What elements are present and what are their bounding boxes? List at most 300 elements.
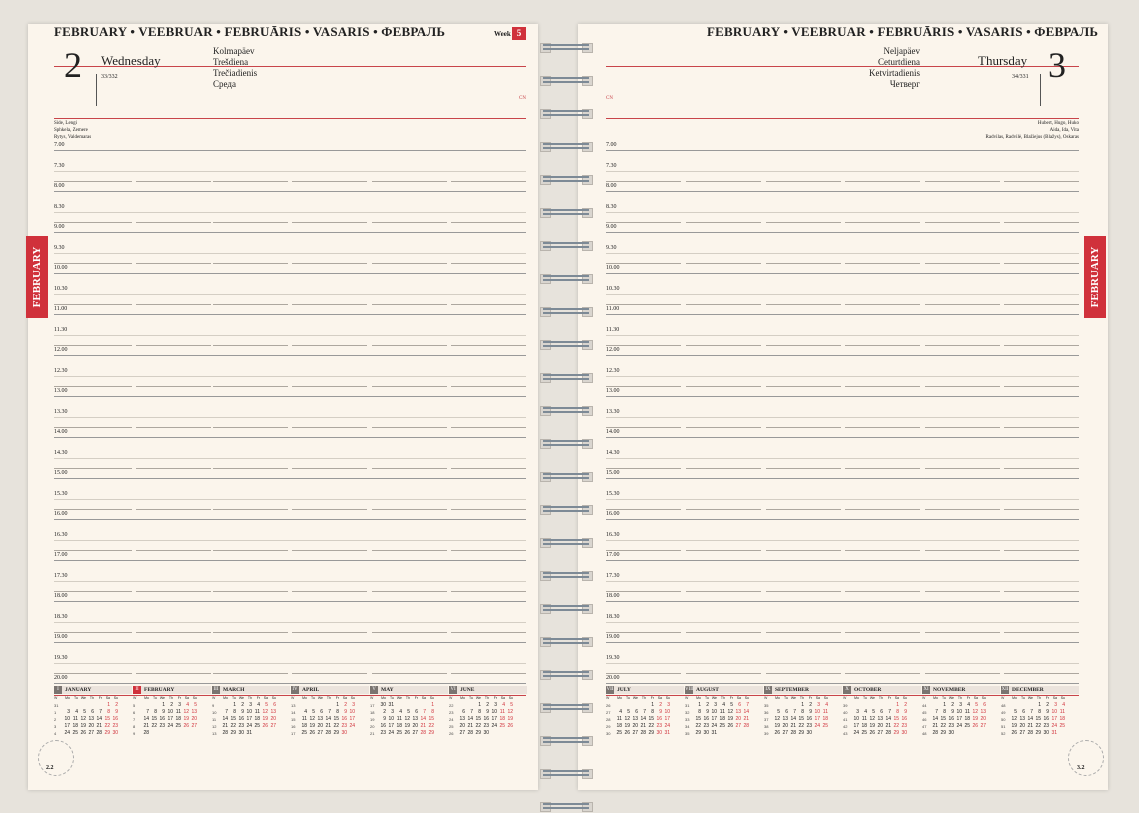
day-cell: 3 — [714, 702, 717, 708]
right-column-segment — [606, 550, 681, 551]
right-hour-label: 16.30 — [606, 531, 620, 538]
ring-wire — [543, 609, 589, 611]
week-number-cell: 8 — [133, 724, 136, 729]
week-number-cell: 50 — [1001, 717, 1006, 722]
ring-wire — [543, 477, 589, 479]
binding-ring — [540, 106, 592, 120]
day-cell: 6 — [785, 709, 788, 715]
weekday-header: Su — [823, 696, 828, 700]
day-cell: 14 — [467, 716, 473, 722]
ring-wire — [543, 675, 589, 677]
mini-calendar-month-number: XII — [1001, 687, 1009, 692]
day-cell: 24 — [246, 723, 252, 729]
week-number-cell: 11 — [212, 717, 217, 722]
day-cell — [149, 730, 157, 737]
ring-wire — [543, 671, 589, 673]
day-cell: 26 — [972, 723, 978, 729]
left-hour-line — [54, 314, 526, 315]
weekday-header: Th — [326, 696, 331, 700]
day-cell: 3 — [1054, 702, 1057, 708]
week-number-cell: 44 — [922, 703, 927, 708]
day-cell: 23 — [238, 723, 244, 729]
day-cell — [1017, 702, 1025, 709]
weekday-header: We — [869, 696, 875, 700]
left-column-segment — [54, 550, 132, 551]
ring-wire — [543, 770, 589, 772]
right-column-segment — [686, 427, 761, 428]
left-hour-label: 14.30 — [54, 449, 68, 456]
weekday-header: Mo — [65, 696, 70, 700]
day-cell: 7 — [225, 709, 228, 715]
weekday-header: W — [606, 696, 610, 700]
day-cell: 8 — [1038, 709, 1041, 715]
weekday-header: Fr — [966, 696, 970, 700]
left-day-name: Wednesday — [101, 53, 161, 68]
mini-calendar-week-row — [1001, 723, 1065, 730]
day-cell: 4 — [825, 702, 828, 708]
day-cell: 6 — [415, 709, 418, 715]
mini-calendar-week-row — [843, 709, 907, 716]
right-month-header: FEBRUARY • VEEBRUAR • FEBRUĀRIS • VASARIS • ФЕВРАЛЬ — [707, 24, 1099, 39]
mini-calendar-weekday-row — [54, 695, 118, 702]
right-column-segment — [686, 304, 761, 305]
ring-wire — [543, 147, 589, 149]
right-hour-label: 19.30 — [606, 654, 620, 661]
right-hour-label: 15.00 — [606, 470, 620, 476]
mini-calendar-week-row — [133, 709, 197, 716]
left-column-segment — [372, 673, 447, 674]
week-number-cell: 1 — [54, 710, 57, 715]
ring-wire — [543, 774, 589, 776]
mini-calendar-week-row — [606, 723, 670, 730]
day-cell: 7 — [328, 709, 331, 715]
left-hour-label: 9.00 — [54, 224, 65, 230]
day-cell: 14 — [222, 716, 228, 722]
day-cell: 24 — [711, 723, 717, 729]
left-column-segment — [136, 468, 211, 469]
weekday-header: Mo — [302, 696, 307, 700]
day-cell: 26 — [262, 723, 268, 729]
left-hour-label: 7.00 — [54, 142, 65, 148]
day-cell: 30 — [341, 730, 347, 736]
day-cell: 24 — [167, 723, 173, 729]
left-lang-3: Среда — [213, 79, 236, 89]
day-cell: 15 — [151, 716, 157, 722]
day-cell: 4 — [304, 709, 307, 715]
day-cell — [725, 730, 733, 737]
day-cell: 11 — [72, 716, 78, 722]
week-number-cell: 31 — [54, 703, 59, 708]
left-hour-line — [54, 335, 526, 336]
week-number-cell: 19 — [370, 717, 375, 722]
left-column-segment — [54, 304, 132, 305]
weekday-header: Tu — [153, 696, 157, 700]
right-column-segment — [686, 550, 761, 551]
left-column-segment — [292, 468, 367, 469]
binding-ring — [540, 799, 592, 813]
right-column-segment — [766, 468, 841, 469]
day-cell: 19 — [624, 723, 630, 729]
week-number-cell: 21 — [370, 731, 375, 736]
day-cell: 17 — [246, 716, 252, 722]
ring-wire — [543, 77, 589, 79]
day-cell: 3 — [178, 702, 181, 708]
right-hour-line — [606, 294, 1079, 295]
day-cell: 28 — [1027, 730, 1033, 736]
day-cell: 3 — [249, 702, 252, 708]
day-cell: 20 — [782, 723, 788, 729]
left-hour-label: 7.30 — [54, 162, 65, 169]
weekday-header: W — [370, 696, 374, 700]
day-cell: 13 — [270, 709, 276, 715]
mini-calendar-april — [291, 686, 369, 746]
left-column-segment — [213, 632, 288, 633]
left-hour-label: 10.30 — [54, 285, 68, 292]
right-hour-label: 20.00 — [606, 675, 620, 681]
day-cell: 16 — [1043, 716, 1049, 722]
mini-calendar-week-row — [212, 723, 276, 730]
day-cell: 23 — [703, 723, 709, 729]
right-hour-label: 8.30 — [606, 203, 617, 210]
left-column-segment — [213, 427, 288, 428]
day-cell: 28 — [96, 730, 102, 736]
day-cell: 13 — [317, 716, 323, 722]
weekday-header: Su — [350, 696, 355, 700]
day-cell: 5 — [265, 702, 268, 708]
day-cell: 21 — [885, 723, 891, 729]
day-cell: 14 — [743, 709, 749, 715]
mini-calendar-header — [764, 686, 842, 694]
day-cell: 10 — [349, 709, 355, 715]
day-cell — [489, 730, 497, 737]
day-cell: 11 — [964, 709, 970, 715]
mini-calendar-month-number: XI — [923, 687, 929, 692]
day-cell: 9 — [344, 709, 347, 715]
day-cell: 10 — [814, 709, 820, 715]
left-hour-label: 8.30 — [54, 203, 65, 210]
right-column-segment — [1004, 222, 1079, 223]
left-column-segment — [54, 181, 132, 182]
right-hour-line — [606, 622, 1079, 623]
ring-wire — [543, 741, 589, 743]
day-cell: 15 — [1035, 716, 1041, 722]
binding-ring — [540, 667, 592, 681]
day-cell — [141, 702, 149, 709]
mini-calendar-week-row — [370, 702, 434, 709]
day-cell: 2 — [659, 702, 662, 708]
day-cell: 28 — [222, 730, 228, 736]
day-cell: 13 — [412, 716, 418, 722]
day-cell: 6 — [983, 702, 986, 708]
right-column-segment — [766, 673, 841, 674]
day-cell: 16 — [948, 716, 954, 722]
mini-calendar-week-row — [1001, 702, 1065, 709]
mini-calendar-month-number: III — [213, 687, 219, 692]
weekday-header: Su — [271, 696, 276, 700]
day-cell: 11 — [396, 716, 402, 722]
week-number-cell: 22 — [449, 703, 454, 708]
day-cell — [1009, 702, 1017, 709]
right-column-segment — [845, 427, 920, 428]
left-column-segment — [213, 550, 288, 551]
right-day-languages — [840, 46, 920, 90]
left-column-segment — [54, 591, 132, 592]
mini-calendar-week-row — [843, 730, 907, 737]
week-number-cell: 26 — [606, 703, 611, 708]
day-cell: 9 — [809, 709, 812, 715]
day-cell: 15 — [798, 716, 804, 722]
mini-calendar-header — [291, 686, 369, 694]
day-cell: 8 — [107, 709, 110, 715]
right-month-tab[interactable] — [1084, 236, 1106, 318]
week-number-cell: 6 — [133, 710, 136, 715]
day-cell: 28 — [640, 730, 646, 736]
weekday-header: Sa — [657, 696, 662, 700]
binding-ring — [540, 700, 592, 714]
weekday-header: Sa — [1052, 696, 1057, 700]
mini-calendar-week-row — [449, 702, 513, 709]
right-hour-line — [606, 396, 1079, 397]
mini-calendar-week-row — [291, 730, 355, 737]
day-cell: 30 — [238, 730, 244, 736]
right-column-segment — [766, 427, 841, 428]
day-cell: 18 — [254, 716, 260, 722]
day-cell: 7 — [1030, 709, 1033, 715]
binding-ring — [540, 733, 592, 747]
day-cell: 20 — [459, 723, 465, 729]
day-cell: 19 — [774, 723, 780, 729]
right-name-day-2: Radvilas, Radvilė, Blažiejus (Blažys), Oskaras — [985, 135, 1079, 140]
day-cell: 19 — [404, 723, 410, 729]
weekday-header: Th — [1036, 696, 1041, 700]
left-hour-line — [54, 273, 526, 274]
day-cell: 22 — [1035, 723, 1041, 729]
left-column-segment — [372, 345, 447, 346]
day-cell: 25 — [254, 723, 260, 729]
mini-calendar-month-name: OCTOBER — [854, 687, 882, 693]
mini-calendar-weekday-row — [370, 695, 434, 702]
right-column-segment — [766, 181, 841, 182]
right-column-segment — [925, 632, 1000, 633]
binding-ring — [540, 337, 592, 351]
weekday-header: Su — [192, 696, 197, 700]
right-column-segment — [686, 509, 761, 510]
right-column-segment — [686, 345, 761, 346]
day-cell: 30 — [806, 730, 812, 736]
day-cell: 23 — [656, 723, 662, 729]
left-column-segment — [54, 632, 132, 633]
day-cell: 27 — [1019, 730, 1025, 736]
right-hour-label: 17.00 — [606, 552, 620, 558]
right-column-segment — [686, 591, 761, 592]
left-hour-label: 17.00 — [54, 552, 68, 558]
weekday-header: Su — [1060, 696, 1065, 700]
day-cell: 23 — [901, 723, 907, 729]
left-column-segment — [136, 304, 211, 305]
day-cell: 14 — [885, 716, 891, 722]
day-cell: 19 — [507, 716, 513, 722]
ring-wire — [543, 572, 589, 574]
day-cell: 10 — [388, 716, 394, 722]
right-column-segment — [845, 304, 920, 305]
day-cell: 3 — [856, 709, 859, 715]
right-column-segment — [925, 550, 1000, 551]
mini-calendar-week-row — [449, 723, 513, 730]
weekday-header: Mo — [854, 696, 859, 700]
mini-calendar-grid — [1001, 695, 1065, 737]
day-cell: 21 — [325, 723, 331, 729]
day-cell: 20 — [632, 723, 638, 729]
week-number-cell: 40 — [843, 710, 848, 715]
day-cell: 16 — [238, 716, 244, 722]
day-cell — [465, 702, 473, 709]
weekday-header: W — [843, 696, 847, 700]
right-hour-line — [606, 150, 1079, 151]
day-cell: 1 — [162, 702, 165, 708]
day-cell: 6 — [880, 709, 883, 715]
day-cell: 21 — [790, 723, 796, 729]
mini-calendar-week-row — [922, 723, 986, 730]
day-cell: 8 — [896, 709, 899, 715]
weekday-header: Su — [902, 696, 907, 700]
day-cell: 13 — [782, 716, 788, 722]
right-column-segment — [766, 550, 841, 551]
left-column-segment — [292, 263, 367, 264]
day-cell: 25 — [861, 730, 867, 736]
left-column-segment — [372, 304, 447, 305]
right-column-segment — [845, 632, 920, 633]
left-hour-label: 17.30 — [54, 572, 68, 579]
left-column-segment — [451, 591, 526, 592]
right-hour-label: 18.30 — [606, 613, 620, 620]
left-hour-label: 11.00 — [54, 306, 68, 312]
left-hour-label: 13.00 — [54, 388, 68, 394]
left-day-number: 2 — [64, 45, 82, 85]
right-name-days — [930, 120, 1079, 141]
mini-calendar-grid — [685, 695, 749, 737]
right-column-segment — [606, 427, 681, 428]
left-column-segment — [372, 263, 447, 264]
weekday-header: We — [632, 696, 638, 700]
mini-calendar-week-row — [54, 702, 118, 709]
day-cell: 26 — [309, 730, 315, 736]
right-hour-line — [606, 232, 1079, 233]
day-cell: 4 — [722, 702, 725, 708]
day-cell: 5 — [510, 702, 513, 708]
day-cell: 22 — [475, 723, 481, 729]
day-cell: 3 — [667, 702, 670, 708]
day-cell — [733, 730, 741, 737]
day-cell — [220, 702, 228, 709]
ring-wire — [543, 543, 589, 545]
day-cell: 20 — [191, 716, 197, 722]
left-month-tab[interactable] — [26, 236, 48, 318]
day-cell — [1057, 730, 1065, 737]
day-cell: 29 — [648, 730, 654, 736]
binding-ring — [540, 436, 592, 450]
weekday-header: Tu — [232, 696, 236, 700]
right-hour-label: 13.30 — [606, 408, 620, 415]
day-cell: 12 — [309, 716, 315, 722]
weekday-header: Fr — [98, 696, 102, 700]
mini-calendar-month-name: MARCH — [223, 687, 245, 693]
right-column-segment — [1004, 386, 1079, 387]
left-hour-line — [54, 683, 526, 684]
right-column-segment — [1004, 591, 1079, 592]
day-cell: 4 — [864, 709, 867, 715]
mini-calendar-grid — [133, 695, 197, 737]
day-cell: 16 — [656, 716, 662, 722]
day-cell: 24 — [814, 723, 820, 729]
week-number-cell: 13 — [291, 703, 296, 708]
right-column-segment — [606, 222, 681, 223]
right-hour-label: 16.00 — [606, 511, 620, 517]
day-cell: 1 — [431, 702, 434, 708]
day-cell: 19 — [80, 723, 86, 729]
left-column-segment — [136, 181, 211, 182]
mini-calendar-header — [685, 686, 763, 694]
day-cell: 5 — [627, 709, 630, 715]
week-number-cell: 42 — [843, 724, 848, 729]
day-cell: 2 — [170, 702, 173, 708]
day-cell: 10 — [956, 709, 962, 715]
day-cell: 19 — [1011, 723, 1017, 729]
day-cell — [883, 702, 891, 709]
mini-calendar-month-number: II — [133, 686, 141, 694]
right-column-segment — [925, 509, 1000, 510]
right-column-segment — [686, 673, 761, 674]
day-cell: 3 — [67, 709, 70, 715]
mini-calendar-month-number: IV — [292, 687, 298, 692]
day-cell — [875, 702, 883, 709]
right-lang-3: Четверг — [889, 79, 920, 89]
day-cell: 26 — [80, 730, 86, 736]
right-column-segment — [925, 304, 1000, 305]
right-column-segment — [845, 591, 920, 592]
day-cell: 4 — [399, 709, 402, 715]
left-column-segment — [136, 632, 211, 633]
mini-calendar-month-number: VII — [606, 687, 614, 692]
left-lang-2: Trečiadienis — [213, 68, 258, 78]
day-cell: 14 — [420, 716, 426, 722]
ring-wire — [543, 242, 589, 244]
week-label: Week — [494, 30, 511, 38]
day-cell: 18 — [499, 716, 505, 722]
day-cell: 26 — [507, 723, 513, 729]
right-column-segment — [845, 222, 920, 223]
mini-calendar-week-row — [54, 730, 118, 737]
ring-wire — [543, 180, 589, 182]
ring-wire — [543, 209, 589, 211]
mini-calendar-month-name: FEBRUARY — [144, 687, 175, 693]
right-column-segment — [925, 222, 1000, 223]
day-cell: 15 — [475, 716, 481, 722]
day-cell: 18 — [719, 716, 725, 722]
weekday-header: Fr — [887, 696, 891, 700]
weekday-header: We — [711, 696, 717, 700]
left-column-segment — [372, 509, 447, 510]
week-number-cell: 35 — [764, 703, 769, 708]
weekday-header: Tu — [626, 696, 630, 700]
day-cell: 5 — [407, 709, 410, 715]
day-cell: 9 — [162, 709, 165, 715]
right-column-segment — [925, 591, 1000, 592]
ring-wire — [543, 279, 589, 281]
day-cell: 14 — [143, 716, 149, 722]
day-cell: 27 — [877, 730, 883, 736]
day-cell: 23 — [380, 730, 386, 736]
day-cell: 18 — [861, 723, 867, 729]
